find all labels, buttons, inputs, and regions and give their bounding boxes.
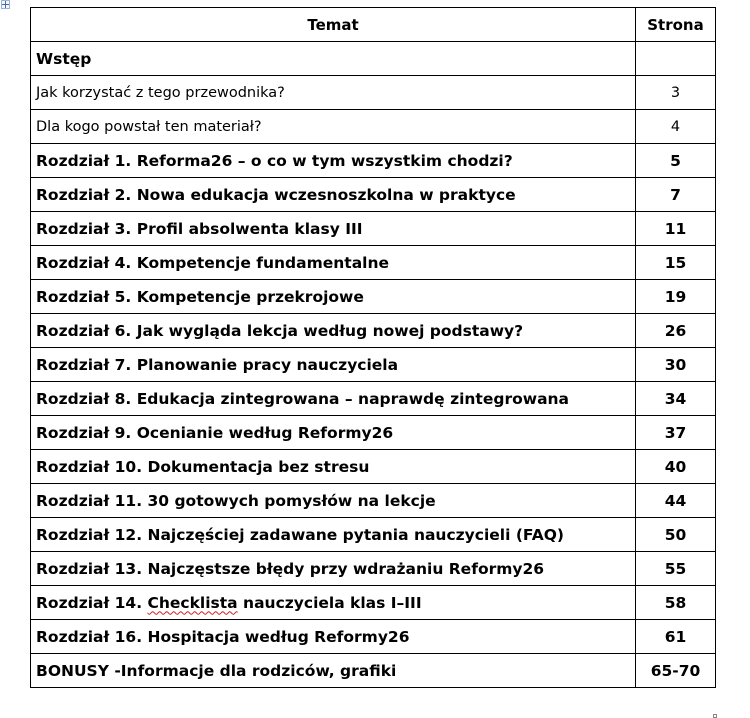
toc-topic-cell[interactable]: Jak korzystać z tego przewodnika? (31, 76, 636, 110)
table-header-row (31, 8, 716, 42)
toc-page-cell[interactable]: 11 (636, 212, 716, 246)
toc-table[interactable] (30, 7, 716, 688)
toc-page-cell[interactable]: 5 (636, 144, 716, 178)
toc-page-cell[interactable]: 40 (636, 450, 716, 484)
toc-page-cell[interactable]: 34 (636, 382, 716, 416)
toc-page-cell[interactable] (636, 42, 716, 76)
toc-topic-cell[interactable]: Rozdział 12. Najczęściej zadawane pytania nauczycieli (FAQ) (31, 518, 636, 552)
table-row (31, 348, 716, 382)
toc-topic-cell[interactable]: Rozdział 6. Jak wygląda lekcja według nowej podstawy? (31, 314, 636, 348)
table-row (31, 586, 716, 620)
table-resize-handle[interactable] (713, 714, 717, 718)
table-row (31, 416, 716, 450)
toc-page-cell[interactable]: 15 (636, 246, 716, 280)
toc-topic-cell[interactable]: Rozdział 9. Ocenianie według Reformy26 (31, 416, 636, 450)
toc-topic-cell[interactable]: Rozdział 8. Edukacja zintegrowana – naprawdę zintegrowana (31, 382, 636, 416)
table-row (31, 42, 716, 76)
toc-topic-cell[interactable]: Rozdział 16. Hospitacja według Reformy26 (31, 620, 636, 654)
toc-body (31, 42, 716, 688)
toc-page-cell[interactable]: 37 (636, 416, 716, 450)
table-row (31, 552, 716, 586)
toc-topic-cell[interactable]: Rozdział 7. Planowanie pracy nauczyciela (31, 348, 636, 382)
toc-topic-cell[interactable]: Wstęp (31, 42, 636, 76)
table-row (31, 110, 716, 144)
table-row (31, 212, 716, 246)
table-row (31, 280, 716, 314)
toc-page-cell[interactable]: 26 (636, 314, 716, 348)
table-row (31, 620, 716, 654)
toc-topic-cell[interactable]: Rozdział 1. Reforma26 – o co w tym wszystkim chodzi? (31, 144, 636, 178)
toc-page-cell[interactable]: 55 (636, 552, 716, 586)
table-row (31, 178, 716, 212)
toc-page-cell[interactable]: 7 (636, 178, 716, 212)
toc-topic-cell[interactable]: Rozdział 13. Najczęstsze błędy przy wdrażaniu Reformy26 (31, 552, 636, 586)
toc-page-cell[interactable]: 61 (636, 620, 716, 654)
toc-page-cell[interactable]: 30 (636, 348, 716, 382)
move-icon (2, 1, 9, 8)
spellcheck-underlined-word: Checklista (147, 593, 238, 612)
table-row (31, 518, 716, 552)
toc-page-cell[interactable]: 44 (636, 484, 716, 518)
toc-page-cell[interactable]: 50 (636, 518, 716, 552)
toc-topic-cell[interactable]: Rozdział 10. Dokumentacja bez stresu (31, 450, 636, 484)
toc-page-cell[interactable]: 3 (636, 76, 716, 110)
table-row (31, 76, 716, 110)
toc-page-cell[interactable]: 58 (636, 586, 716, 620)
toc-topic-cell[interactable]: Rozdział 11. 30 gotowych pomysłów na lekcje (31, 484, 636, 518)
table-row (31, 654, 716, 688)
toc-topic-cell[interactable]: Rozdział 2. Nowa edukacja wczesnoszkolna w praktyce (31, 178, 636, 212)
toc-page-cell[interactable]: 4 (636, 110, 716, 144)
header-page[interactable]: Strona (636, 8, 716, 42)
table-row (31, 484, 716, 518)
table-row (31, 450, 716, 484)
toc-topic-cell[interactable]: Dla kogo powstał ten materiał? (31, 110, 636, 144)
table-row (31, 246, 716, 280)
toc-topic-cell[interactable]: Rozdział 4. Kompetencje fundamentalne (31, 246, 636, 280)
toc-topic-cell[interactable]: Rozdział 3. Profil absolwenta klasy III (31, 212, 636, 246)
header-topic[interactable]: Temat (31, 8, 636, 42)
table-move-handle[interactable] (1, 0, 10, 9)
table-row (31, 314, 716, 348)
toc-page-cell[interactable]: 19 (636, 280, 716, 314)
table-row (31, 382, 716, 416)
toc-page-cell[interactable]: 65-70 (636, 654, 716, 688)
table-row (31, 144, 716, 178)
toc-topic-cell[interactable]: Rozdział 5. Kompetencje przekrojowe (31, 280, 636, 314)
toc-topic-cell[interactable]: BONUSY -Informacje dla rodziców, grafiki (31, 654, 636, 688)
toc-topic-cell[interactable]: Rozdział 14. Checklista nauczyciela klas I–III (31, 586, 636, 620)
